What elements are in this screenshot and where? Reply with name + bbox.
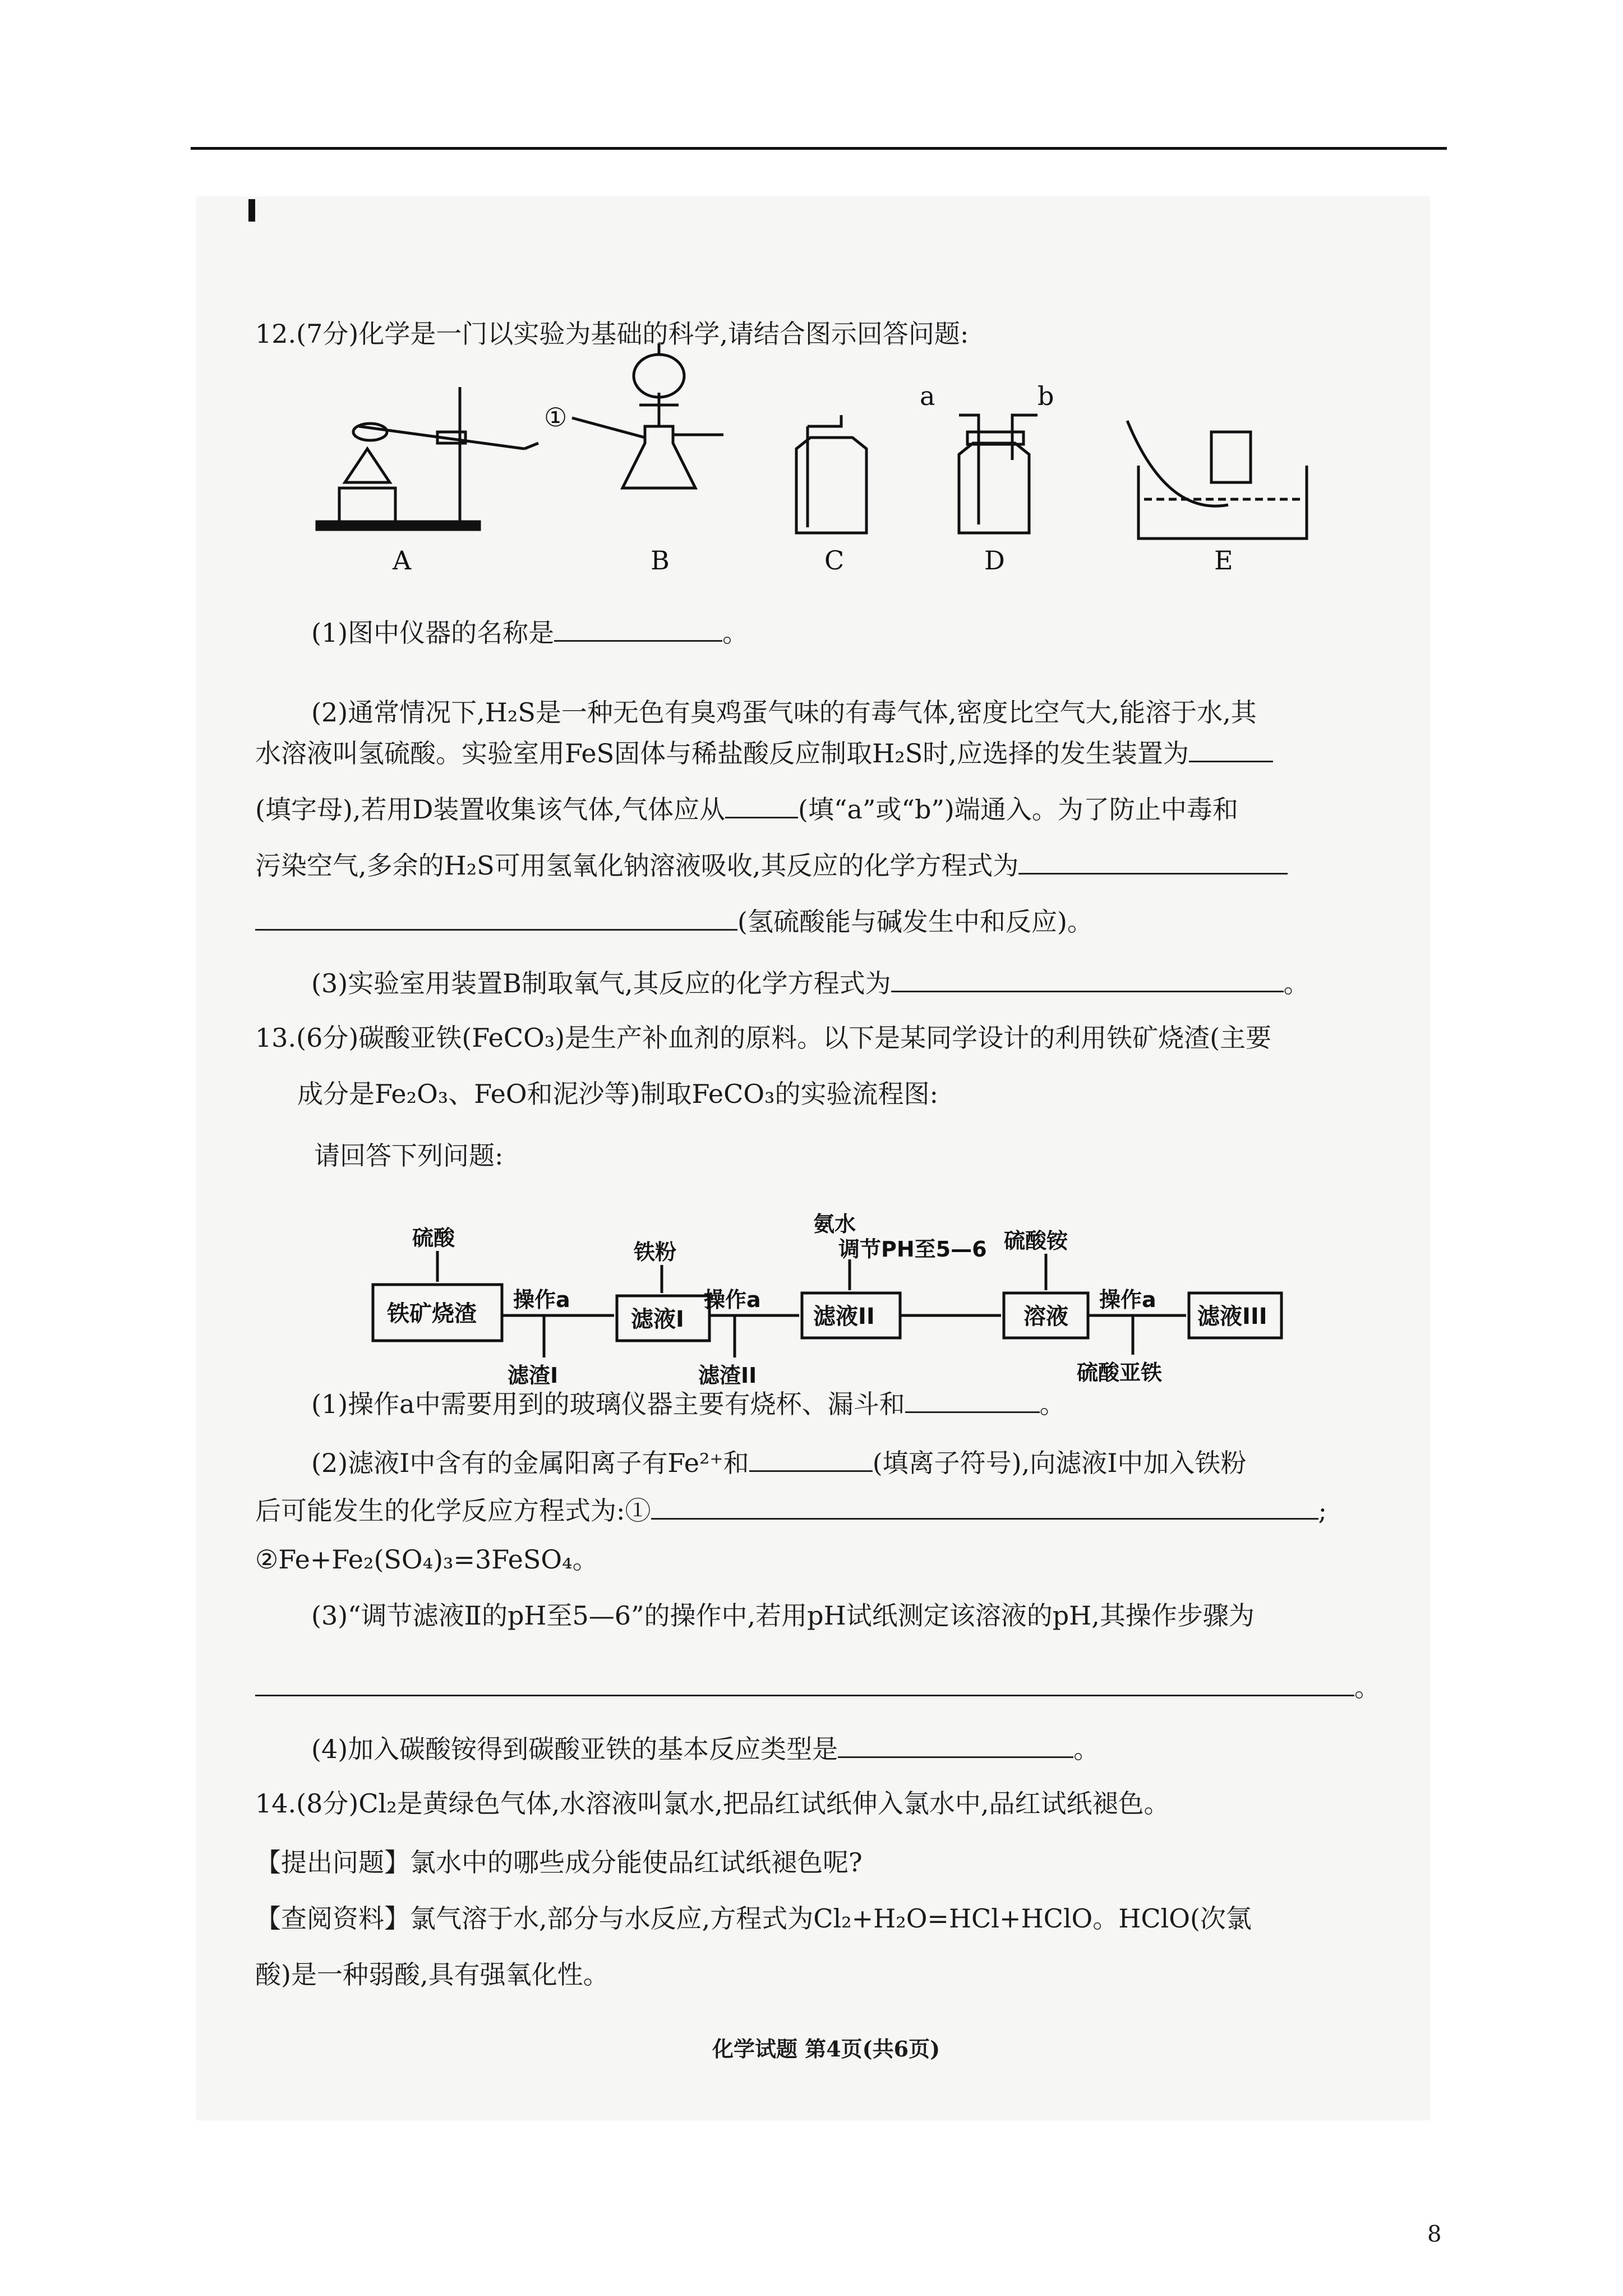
flow-out-1: 滤渣I <box>508 1363 559 1388</box>
flow-node-5-text: 滤液III <box>1197 1304 1267 1329</box>
apparatus-c <box>796 415 866 533</box>
q13-p2-line2: 后可能发生的化学反应方程式为:① ; <box>255 1492 1327 1527</box>
flow-node-1-text: 铁矿烧渣 <box>387 1301 477 1327</box>
q14-header: 14.(8分)Cl₂是黄绿色气体,水溶液叫氯水,把品红试纸伸入氯水中,品红试纸褪色。 <box>255 1788 1170 1819</box>
flow-op-3: 操作a <box>1099 1287 1156 1312</box>
label-c: C <box>824 545 845 576</box>
answer-blank[interactable] <box>891 965 1284 992</box>
q12-p3: (3)实验室用装置B制取氧气,其反应的化学方程式为 。 <box>311 965 1310 1000</box>
apparatus-b <box>572 343 723 488</box>
q13-header: 13.(6分)碳酸亚铁(FeCO₃)是生产补血剂的原料。以下是某同学设计的利用铁矿烧渣(主要 <box>255 1023 1272 1053</box>
q12-p2-line5: (氢硫酸能与碱发生中和反应)。 <box>255 903 1093 938</box>
flow-input-4: 硫酸铵 <box>1004 1228 1068 1253</box>
answer-blank[interactable] <box>554 614 722 642</box>
q14-question: 【提出问题】氯水中的哪些成分能使品红试纸褪色呢? <box>255 1847 863 1878</box>
answer-blank[interactable] <box>255 903 737 931</box>
flow-input-2: 铁粉 <box>634 1240 677 1264</box>
flow-op-2: 操作a <box>704 1287 761 1312</box>
q12-p2-line1: (2)通常情况下,H₂S是一种无色有臭鸡蛋气味的有毒气体,密度比空气大,能溶于水,其 <box>311 697 1257 728</box>
answer-blank[interactable] <box>255 1669 1354 1696</box>
apparatus-d <box>959 415 1038 533</box>
label-e: E <box>1214 545 1233 576</box>
answer-blank[interactable] <box>651 1492 1318 1520</box>
flow-op-1: 操作a <box>513 1287 570 1312</box>
q12-p1: (1)图中仪器的名称是 。 <box>311 614 748 650</box>
q12-p2-line2: 水溶液叫氢硫酸。实验室用FeS固体与稀盐酸反应制取H₂S时,应选择的发生装置为 <box>255 735 1273 770</box>
page-number: 8 <box>1427 2221 1442 2247</box>
label-1: ① <box>544 402 568 432</box>
flow-out-3: 硫酸亚铁 <box>1077 1360 1163 1385</box>
answer-blank[interactable] <box>725 791 798 818</box>
flow-input-1: 硫酸 <box>412 1226 455 1250</box>
q12-p2-line4: 污染空气,多余的H₂S可用氢氧化钠溶液吸收,其反应的化学方程式为 <box>255 847 1288 882</box>
q13-p1: (1)操作a中需要用到的玻璃仪器主要有烧杯、漏斗和 。 <box>311 1386 1066 1421</box>
flow-out-2: 滤渣II <box>698 1363 757 1388</box>
q13-p4: (4)加入碳酸铵得到碳酸亚铁的基本反应类型是 。 <box>311 1731 1099 1766</box>
answer-blank[interactable] <box>838 1731 1073 1758</box>
q13-header-line2: 成分是Fe₂O₃、FeO和泥沙等)制取FeCO₃的实验流程图: <box>297 1079 938 1109</box>
flow-input-3b: 调节PH至5—6 <box>838 1237 987 1262</box>
label-b: B <box>651 545 670 576</box>
apparatus-a <box>317 387 538 530</box>
flow-node-2-text: 滤液I <box>631 1306 684 1332</box>
page-footer: 化学试题 第4页(共6页) <box>712 2036 940 2062</box>
q13-prompt: 请回答下列问题: <box>314 1140 504 1171</box>
tube-label-b: b <box>1038 381 1054 411</box>
label-a: A <box>393 545 412 576</box>
label-d: D <box>984 545 1005 576</box>
q14-material-line1: 【查阅资料】氯气溶于水,部分与水反应,方程式为Cl₂+H₂O=HCl+HClO。HClO(次氯 <box>255 1903 1252 1934</box>
answer-blank[interactable] <box>749 1444 873 1472</box>
apparatus-e <box>1127 421 1307 539</box>
answer-blank[interactable] <box>1018 847 1288 875</box>
flow-input-3a: 氨水 <box>813 1212 856 1236</box>
answer-blank[interactable] <box>1189 735 1273 762</box>
flow-node-4-text: 溶液 <box>1023 1304 1068 1329</box>
q13-p2-line3: ②Fe+Fe₂(SO₄)₃=3FeSO₄。 <box>255 1544 598 1575</box>
flow-node-3-text: 滤液II <box>813 1304 875 1329</box>
answer-blank[interactable] <box>905 1386 1040 1413</box>
q13-p2-line1: (2)滤液Ⅰ中含有的金属阳离子有Fe²⁺和 (填离子符号),向滤液Ⅰ中加入铁粉 <box>311 1444 1246 1480</box>
q13-p3-line1: (3)“调节滤液Ⅱ的pH至5—6”的操作中,若用pH试纸测定该溶液的pH,其操作步骤为 <box>311 1600 1255 1631</box>
q12-header: 12.(7分)化学是一门以实验为基础的科学,请结合图示回答问题: <box>255 319 969 349</box>
tube-label-a: a <box>920 381 935 411</box>
q12-p2-line3: (填字母),若用D装置收集该气体,气体应从 (填“a”或“b”)端通入。为了防止中毒和 <box>255 791 1238 826</box>
q14-material-line2: 酸)是一种弱酸,具有强氧化性。 <box>255 1959 609 1990</box>
q13-p3-line2: 。 <box>255 1669 1380 1704</box>
